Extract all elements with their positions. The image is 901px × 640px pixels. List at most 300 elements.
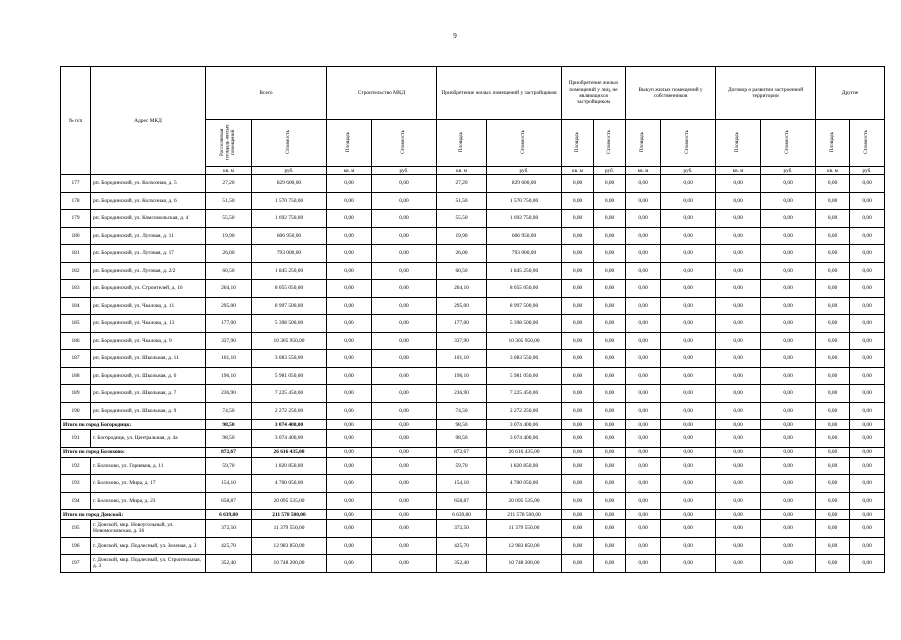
cost-cell: 0,00	[850, 447, 885, 457]
area-cell: 658,87	[437, 492, 487, 510]
row-number: 177	[61, 175, 91, 193]
area-cell: 0,00	[816, 385, 850, 403]
area-cell: 19,90	[206, 227, 252, 245]
cost-cell: 0,00	[594, 430, 626, 448]
area-cell: 0,00	[816, 350, 850, 368]
row-number: 193	[61, 475, 91, 493]
cost-cell: 0,00	[761, 510, 816, 520]
area-cell: 59,70	[437, 457, 487, 475]
cost-cell: 0,00	[372, 520, 437, 538]
cost-cell: 0,00	[850, 210, 885, 228]
area-cell: 0,00	[626, 280, 661, 298]
cost-cell: 11 379 550,00	[487, 520, 562, 538]
cost-cell: 0,00	[372, 402, 437, 420]
area-cell: 0,00	[562, 430, 594, 448]
area-cell: 0,00	[716, 315, 761, 333]
area-cell: 0,00	[816, 492, 850, 510]
cost-cell: 0,00	[850, 332, 885, 350]
area-cell: 425,70	[206, 537, 252, 555]
cost-cell: 0,00	[594, 210, 626, 228]
cost-cell: 0,00	[761, 420, 816, 430]
cost-cell: 0,00	[761, 402, 816, 420]
area-cell: 0,00	[816, 537, 850, 555]
area-cell: 27,20	[206, 175, 252, 193]
unit-sqm: кв. м	[437, 167, 487, 175]
cost-cell: 0,00	[372, 297, 437, 315]
header-sub-cost: Стоимость	[594, 120, 626, 167]
area-cell: 337,90	[206, 332, 252, 350]
area-cell: 0,00	[562, 537, 594, 555]
cost-cell: 0,00	[594, 457, 626, 475]
area-cell: 0,00	[327, 537, 372, 555]
cost-cell: 8 997 500,00	[252, 297, 327, 315]
area-cell: 0,00	[716, 297, 761, 315]
row-number: 183	[61, 280, 91, 298]
area-cell: 177,00	[206, 315, 252, 333]
cost-cell: 0,00	[372, 175, 437, 193]
area-cell: 0,00	[716, 447, 761, 457]
area-cell: 0,00	[327, 420, 372, 430]
cost-cell: 0,00	[850, 537, 885, 555]
area-cell: 0,00	[327, 262, 372, 280]
unit-sqm: кв. м	[716, 167, 761, 175]
area-cell: 0,00	[562, 385, 594, 403]
cost-cell: 1 845 250,00	[252, 262, 327, 280]
area-cell: 26,00	[206, 245, 252, 263]
cost-cell: 0,00	[850, 510, 885, 520]
cost-cell: 0,00	[661, 447, 716, 457]
area-cell: 0,00	[626, 245, 661, 263]
table-row	[61, 350, 885, 368]
table-row	[61, 227, 885, 245]
area-cell: 196,10	[206, 367, 252, 385]
area-cell: 0,00	[816, 297, 850, 315]
cost-cell: 0,00	[661, 350, 716, 368]
area-cell: 872,67	[437, 447, 487, 457]
area-cell: 0,00	[562, 175, 594, 193]
row-address: рп. Бородинский, ул. Школьная, д. 7	[91, 385, 206, 403]
area-cell: 0,00	[816, 420, 850, 430]
area-cell: 0,00	[626, 457, 661, 475]
area-cell: 0,00	[816, 210, 850, 228]
area-cell: 0,00	[562, 210, 594, 228]
area-cell: 0,00	[562, 447, 594, 457]
header-sub-area: Площадь	[327, 120, 372, 167]
area-cell: 0,00	[816, 175, 850, 193]
cost-cell: 0,00	[661, 402, 716, 420]
unit-rub: руб.	[594, 167, 626, 175]
cost-cell: 10 748 200,00	[252, 555, 327, 573]
cost-cell: 5 398 500,00	[252, 315, 327, 333]
cost-cell: 0,00	[661, 430, 716, 448]
table-row	[61, 555, 885, 573]
area-cell: 0,00	[626, 510, 661, 520]
cost-cell: 0,00	[372, 420, 437, 430]
cost-cell: 0,00	[372, 245, 437, 263]
row-number: 196	[61, 537, 91, 555]
cost-cell: 0,00	[372, 510, 437, 520]
area-cell: 0,00	[562, 332, 594, 350]
cost-cell: 0,00	[850, 175, 885, 193]
cost-cell: 8 055 050,00	[252, 280, 327, 298]
cost-cell: 3 083 550,00	[252, 350, 327, 368]
cost-cell: 0,00	[761, 555, 816, 573]
table-row	[61, 192, 885, 210]
header-sub-cost: Стоимость	[252, 120, 327, 167]
row-address: рп. Бородинский, ул. Луговая, д. 2/2	[91, 262, 206, 280]
cost-cell: 0,00	[850, 262, 885, 280]
row-number: 190	[61, 402, 91, 420]
area-cell: 6 639,80	[437, 510, 487, 520]
header-sub-area: Площадь	[816, 120, 850, 167]
area-cell: 0,00	[626, 297, 661, 315]
cost-cell: 10 305 950,00	[252, 332, 327, 350]
area-cell: 236,90	[437, 385, 487, 403]
area-cell: 0,00	[626, 402, 661, 420]
row-number: 178	[61, 192, 91, 210]
cost-cell: 0,00	[761, 297, 816, 315]
area-cell: 352,40	[206, 555, 252, 573]
area-cell: 0,00	[716, 227, 761, 245]
cost-cell: 0,00	[661, 297, 716, 315]
header-sub-area: Площадь	[626, 120, 661, 167]
area-cell: 0,00	[716, 402, 761, 420]
row-number: 194	[61, 492, 91, 510]
header-group-developer-purchase: Приобретение жилых помещений у застройщиков	[437, 67, 562, 120]
row-number: 181	[61, 245, 91, 263]
cost-cell: 5 398 500,00	[487, 315, 562, 333]
table-row	[61, 175, 885, 193]
area-cell: 0,00	[626, 262, 661, 280]
unit-rub: руб.	[252, 167, 327, 175]
area-cell: 0,00	[716, 367, 761, 385]
area-cell: 872,67	[206, 447, 252, 457]
cost-cell: 0,00	[761, 350, 816, 368]
cost-cell: 1 820 850,00	[252, 457, 327, 475]
row-number: 191	[61, 430, 91, 448]
cost-cell: 0,00	[761, 520, 816, 538]
cost-cell: 793 000,00	[252, 245, 327, 263]
cost-cell: 0,00	[850, 280, 885, 298]
cost-cell: 0,00	[372, 280, 437, 298]
cost-cell: 0,00	[661, 262, 716, 280]
cost-cell: 0,00	[761, 210, 816, 228]
area-cell: 0,00	[327, 315, 372, 333]
cost-cell: 0,00	[761, 457, 816, 475]
area-cell: 0,00	[626, 367, 661, 385]
area-cell: 0,00	[327, 555, 372, 573]
cost-cell: 0,00	[661, 420, 716, 430]
area-cell: 0,00	[327, 492, 372, 510]
area-cell: 372,50	[206, 520, 252, 538]
area-cell: 0,00	[626, 555, 661, 573]
table-row	[61, 430, 885, 448]
area-cell: 0,00	[327, 280, 372, 298]
unit-sqm: кв. м	[206, 167, 252, 175]
row-address: рп. Бородинский, ул. Школьная, д. 9	[91, 402, 206, 420]
row-number: 195	[61, 520, 91, 538]
area-cell: 0,00	[716, 192, 761, 210]
area-cell: 264,10	[206, 280, 252, 298]
area-cell: 0,00	[816, 280, 850, 298]
unit-rub: руб.	[487, 167, 562, 175]
cost-cell: 0,00	[761, 447, 816, 457]
cost-cell: 0,00	[661, 555, 716, 573]
area-cell: 19,90	[437, 227, 487, 245]
row-address: рп. Бородинский, ул. Чкалова, д. 9	[91, 332, 206, 350]
table-row	[61, 262, 885, 280]
area-cell: 0,00	[327, 175, 372, 193]
cost-cell: 0,00	[661, 385, 716, 403]
cost-cell: 0,00	[761, 192, 816, 210]
cost-cell: 2 272 250,00	[487, 402, 562, 420]
cost-cell: 0,00	[661, 475, 716, 493]
header-sub-area-total: Расселяемая площадь жилых помещений	[206, 120, 252, 167]
row-address: рп. Бородинский, ул. Колхозная, д. 5	[91, 175, 206, 193]
cost-cell: 0,00	[761, 537, 816, 555]
cost-cell: 0,00	[372, 385, 437, 403]
row-address: рп. Бородинский, ул. Колхозная, д. 6	[91, 192, 206, 210]
header-sub-cost: Стоимость	[761, 120, 816, 167]
area-cell: 0,00	[626, 350, 661, 368]
header-sub-cost: Стоимость	[487, 120, 562, 167]
cost-cell: 0,00	[850, 555, 885, 573]
area-cell: 337,90	[437, 332, 487, 350]
area-cell: 0,00	[716, 262, 761, 280]
page-number: 9	[453, 32, 457, 40]
cost-cell: 0,00	[850, 475, 885, 493]
area-cell: 0,00	[716, 350, 761, 368]
row-address: г. Донской, мкр. Подлесный, ул. Зеленая, д. 3	[91, 537, 206, 555]
area-cell: 0,00	[562, 367, 594, 385]
area-cell: 74,50	[437, 402, 487, 420]
table-row	[61, 492, 885, 510]
cost-cell: 0,00	[661, 245, 716, 263]
header-group-territory-agreement: Договор о развитии застроенной территории	[716, 67, 816, 120]
row-address: рп. Бородинский, ул. Луговая, д. 11	[91, 227, 206, 245]
cost-cell: 0,00	[594, 475, 626, 493]
cost-cell: 1 570 750,00	[487, 192, 562, 210]
table-row	[61, 315, 885, 333]
area-cell: 0,00	[562, 262, 594, 280]
area-cell: 264,10	[437, 280, 487, 298]
area-cell: 101,10	[206, 350, 252, 368]
table-row	[61, 210, 885, 228]
cost-cell: 0,00	[594, 297, 626, 315]
cost-cell: 0,00	[372, 430, 437, 448]
unit-sqm: кв. м	[626, 167, 661, 175]
area-cell: 236,90	[206, 385, 252, 403]
cost-cell: 0,00	[761, 332, 816, 350]
area-cell: 295,00	[206, 297, 252, 315]
header-group-nondeveloper-purchase: Приобретение жилых помещений у лиц, не являющихся застройщиком	[562, 67, 626, 120]
area-cell: 0,00	[716, 492, 761, 510]
cost-cell: 0,00	[372, 210, 437, 228]
row-address: рп. Бородинский, ул. Чкалова, д. 13	[91, 315, 206, 333]
table-row	[61, 385, 885, 403]
row-address: г. Болохово, ул. Горняков, д. 11	[91, 457, 206, 475]
subtotal-label: Итого по город Богородицк:	[61, 420, 206, 430]
row-address: рп. Бородинский, ул. Строителей, д. 16	[91, 280, 206, 298]
area-cell: 0,00	[716, 475, 761, 493]
area-cell: 0,00	[562, 457, 594, 475]
area-cell: 0,00	[327, 192, 372, 210]
cost-cell: 0,00	[761, 175, 816, 193]
cost-cell: 829 600,00	[252, 175, 327, 193]
cost-cell: 12 983 850,00	[252, 537, 327, 555]
row-number: 179	[61, 210, 91, 228]
cost-cell: 3 074 400,00	[487, 430, 562, 448]
area-cell: 0,00	[562, 520, 594, 538]
cost-cell: 0,00	[850, 457, 885, 475]
cost-cell: 0,00	[850, 297, 885, 315]
cost-cell: 10 748 200,00	[487, 555, 562, 573]
cost-cell: 0,00	[372, 492, 437, 510]
cost-cell: 0,00	[372, 447, 437, 457]
subtotal-label: Итого по город Болохово:	[61, 447, 206, 457]
area-cell: 98,50	[437, 420, 487, 430]
cost-cell: 1 692 750,00	[487, 210, 562, 228]
cost-cell: 0,00	[594, 447, 626, 457]
area-cell: 98,50	[206, 430, 252, 448]
cost-cell: 0,00	[661, 510, 716, 520]
table-row	[61, 520, 885, 538]
area-cell: 0,00	[716, 385, 761, 403]
cost-cell: 0,00	[594, 520, 626, 538]
area-cell: 0,00	[716, 457, 761, 475]
cost-cell: 0,00	[850, 385, 885, 403]
header-address: Адрес МКД	[91, 67, 206, 175]
area-cell: 658,87	[206, 492, 252, 510]
cost-cell: 0,00	[761, 475, 816, 493]
area-cell: 0,00	[562, 297, 594, 315]
area-cell: 0,00	[816, 315, 850, 333]
unit-sqm: кв. м	[327, 167, 372, 175]
table-row	[61, 297, 885, 315]
unit-sqm: кв. м	[562, 167, 594, 175]
cost-cell: 0,00	[594, 402, 626, 420]
area-cell: 0,00	[562, 280, 594, 298]
header-group-other: Другие	[816, 67, 885, 120]
row-number: 187	[61, 350, 91, 368]
area-cell: 0,00	[562, 192, 594, 210]
area-cell: 0,00	[327, 475, 372, 493]
area-cell: 0,00	[562, 475, 594, 493]
cost-cell: 1 692 750,00	[252, 210, 327, 228]
cost-cell: 0,00	[372, 475, 437, 493]
cost-cell: 0,00	[594, 280, 626, 298]
cost-cell: 0,00	[372, 457, 437, 475]
row-address: рп. Бородинский, ул. Школьная, д. 6	[91, 367, 206, 385]
area-cell: 0,00	[327, 385, 372, 403]
cost-cell: 4 700 050,00	[252, 475, 327, 493]
area-cell: 55,50	[437, 210, 487, 228]
cost-cell: 0,00	[850, 492, 885, 510]
cost-cell: 211 578 500,00	[487, 510, 562, 520]
unit-rub: руб.	[372, 167, 437, 175]
area-cell: 98,50	[437, 430, 487, 448]
cost-cell: 0,00	[594, 192, 626, 210]
row-address: г. Донской, мкр. Подлесный, ул. Строительная, д. 3	[91, 555, 206, 573]
subtotal-label: Итого по город Донской:	[61, 510, 206, 520]
table-row	[61, 475, 885, 493]
area-cell: 98,50	[206, 420, 252, 430]
area-cell: 425,70	[437, 537, 487, 555]
area-cell: 0,00	[626, 385, 661, 403]
area-cell: 60,50	[437, 262, 487, 280]
cost-cell: 1 845 250,00	[487, 262, 562, 280]
area-cell: 0,00	[327, 245, 372, 263]
area-cell: 0,00	[816, 555, 850, 573]
cost-cell: 0,00	[661, 537, 716, 555]
area-cell: 101,10	[437, 350, 487, 368]
cost-cell: 3 074 400,00	[252, 420, 327, 430]
cost-cell: 7 225 450,00	[487, 385, 562, 403]
row-number: 188	[61, 367, 91, 385]
row-number: 189	[61, 385, 91, 403]
area-cell: 0,00	[626, 332, 661, 350]
cost-cell: 0,00	[594, 262, 626, 280]
cost-cell: 26 616 435,00	[252, 447, 327, 457]
area-cell: 0,00	[562, 350, 594, 368]
header-row-groups	[61, 67, 885, 120]
area-cell: 0,00	[327, 227, 372, 245]
cost-cell: 0,00	[594, 385, 626, 403]
subtotal-row	[61, 447, 885, 457]
area-cell: 0,00	[327, 367, 372, 385]
area-cell: 51,50	[206, 192, 252, 210]
cost-cell: 4 700 050,00	[487, 475, 562, 493]
area-cell: 51,50	[437, 192, 487, 210]
table-row	[61, 402, 885, 420]
cost-cell: 20 095 535,00	[487, 492, 562, 510]
area-cell: 0,00	[716, 537, 761, 555]
area-cell: 0,00	[816, 192, 850, 210]
row-address: г. Донской, мкр. Новоугольный, ул. Новомосковская, д. 36	[91, 520, 206, 538]
area-cell: 0,00	[716, 510, 761, 520]
area-cell: 0,00	[816, 245, 850, 263]
row-address: рп. Бородинский, ул. Комсомольская, д. 4	[91, 210, 206, 228]
area-cell: 26,00	[437, 245, 487, 263]
cost-cell: 0,00	[850, 430, 885, 448]
cost-cell: 0,00	[661, 315, 716, 333]
cost-cell: 5 981 050,00	[487, 367, 562, 385]
area-cell: 0,00	[626, 447, 661, 457]
area-cell: 0,00	[716, 332, 761, 350]
area-cell: 0,00	[816, 520, 850, 538]
cost-cell: 0,00	[850, 350, 885, 368]
area-cell: 0,00	[716, 430, 761, 448]
area-cell: 0,00	[626, 420, 661, 430]
area-cell: 27,20	[437, 175, 487, 193]
cost-cell: 0,00	[594, 555, 626, 573]
area-cell: 0,00	[327, 457, 372, 475]
area-cell: 0,00	[816, 510, 850, 520]
area-cell: 0,00	[816, 262, 850, 280]
cost-cell: 0,00	[372, 262, 437, 280]
row-address: г. Болохово, ул. Мира, д. 23	[91, 492, 206, 510]
cost-cell: 0,00	[761, 280, 816, 298]
row-address: рп. Бородинский, ул. Чкалова, д. 11	[91, 297, 206, 315]
cost-cell: 606 950,00	[487, 227, 562, 245]
cost-cell: 0,00	[594, 332, 626, 350]
cost-cell: 606 950,00	[252, 227, 327, 245]
cost-cell: 0,00	[372, 315, 437, 333]
cost-cell: 12 983 850,00	[487, 537, 562, 555]
cost-cell: 0,00	[761, 492, 816, 510]
area-cell: 0,00	[327, 210, 372, 228]
area-cell: 0,00	[716, 175, 761, 193]
